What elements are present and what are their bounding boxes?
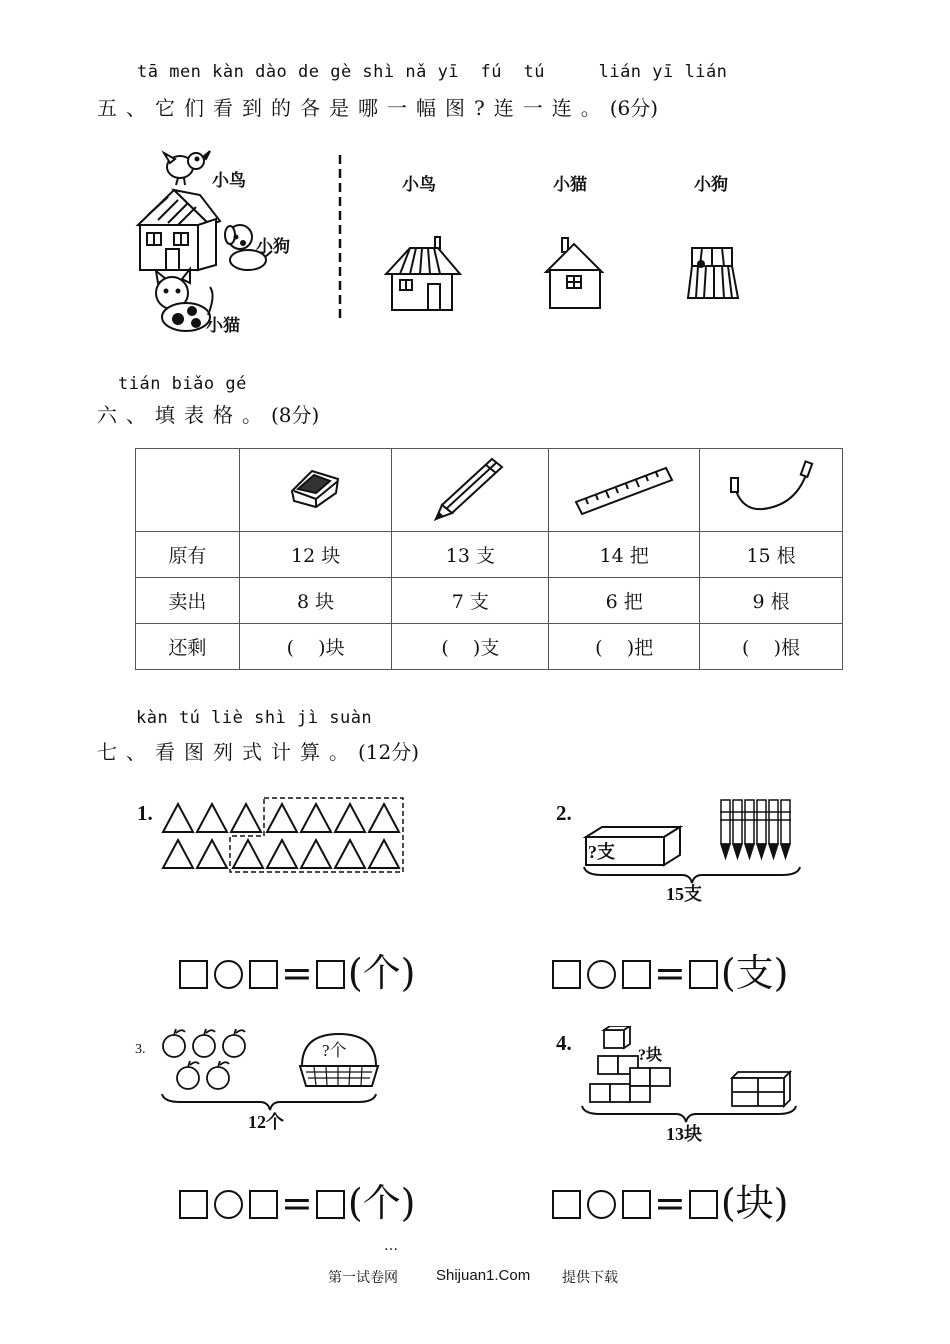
table-cell: 8 块 (239, 578, 392, 624)
section7-heading (97, 736, 419, 765)
operator-circle[interactable] (214, 960, 243, 989)
answer-box[interactable] (249, 1190, 278, 1219)
problem4-total: 13块 (666, 1124, 702, 1144)
jump-rope-icon (723, 458, 819, 518)
table-row-images (136, 449, 843, 532)
problem4-equation: = (块) (549, 1172, 789, 1227)
table-cell-pencil (392, 449, 549, 532)
section7-score: (12分) (358, 740, 420, 764)
ellipsis: … (384, 1238, 398, 1254)
section7-title: 七、看图列式计算。 (97, 740, 358, 764)
option-house-roof-view[interactable] (382, 232, 464, 314)
footer-center: Shijuan1.Com (436, 1267, 531, 1284)
table-cell: 13 支 (392, 532, 549, 578)
unit-label: (个) (347, 951, 416, 995)
section5-pinyin: tā men kàn dào de gè shì nǎ yī fú tú lián yī lián (137, 62, 728, 82)
section6-pinyin: tián biǎo gé (118, 374, 247, 394)
answer-box[interactable] (316, 960, 345, 989)
table-cell-ruler (549, 449, 700, 532)
table-cell: 6 把 (549, 578, 700, 624)
problem1-number: 1. (137, 801, 153, 825)
table-cell: 7 支 (392, 578, 549, 624)
section5-score: (6分) (609, 96, 659, 120)
section5-heading (97, 92, 658, 121)
unit-label: (支) (720, 951, 789, 995)
problem4-block-stack (588, 1026, 678, 1108)
answer-box[interactable] (179, 1190, 208, 1219)
section6-score: (8分) (271, 403, 320, 427)
table-corner-cell (136, 449, 240, 532)
problem1-triangles (160, 796, 410, 876)
problem3-basket-label: ?个 (322, 1041, 347, 1060)
problem4-number: 4. (556, 1031, 572, 1055)
option-label-cat: 小猫 (553, 175, 587, 195)
section6-title: 六、填表格。 (97, 403, 271, 427)
answer-box[interactable] (689, 960, 718, 989)
problem3-apples (158, 1026, 254, 1096)
divider-dashed (336, 155, 344, 320)
house-icon (138, 190, 220, 270)
table-row (136, 624, 843, 670)
unit-label: (块) (720, 1181, 789, 1225)
scene-label-bird: 小鸟 (212, 171, 246, 191)
pencil-icon (430, 453, 510, 523)
problem1-equation: = (个) (176, 942, 416, 997)
section7-pinyin: kàn tú liè shì jì suàn (136, 708, 373, 728)
cat-icon (156, 269, 213, 331)
cube-icon (732, 1072, 790, 1106)
section6-heading (97, 399, 319, 428)
option-house-side-roof-view[interactable] (684, 244, 744, 304)
scene-label-cat: 小猫 (206, 316, 240, 336)
section5-title: 五、它们看到的各是哪一幅图?连一连。 (97, 96, 610, 120)
table-cell-eraser (239, 449, 392, 532)
answer-box[interactable] (622, 960, 651, 989)
table-row (136, 578, 843, 624)
problem2-box-label: ?支 (588, 842, 615, 862)
row-label: 原有 (136, 532, 240, 578)
answer-cell[interactable]: ( )把 (549, 624, 700, 670)
problem2-equation: = (支) (549, 942, 789, 997)
table-cell: 15 根 (700, 532, 843, 578)
problem2-total: 15支 (666, 884, 702, 904)
answer-box[interactable] (552, 960, 581, 989)
answer-box[interactable] (249, 960, 278, 989)
problem4-blocks-label: ?块 (638, 1047, 663, 1064)
answer-box[interactable] (179, 960, 208, 989)
table-cell: 9 根 (700, 578, 843, 624)
footer-left: 第一试卷网 (328, 1270, 398, 1286)
answer-box[interactable] (689, 1190, 718, 1219)
option-label-dog: 小狗 (694, 175, 728, 195)
option-house-front-view[interactable] (542, 236, 608, 312)
answer-box[interactable] (316, 1190, 345, 1219)
apple-icon (163, 1029, 245, 1089)
scene-label-dog: 小狗 (256, 237, 290, 257)
operator-circle[interactable] (587, 1190, 616, 1219)
problem2-pencils (718, 798, 794, 864)
problem3-total: 12个 (248, 1112, 284, 1132)
unit-label: (个) (347, 1181, 416, 1225)
problem2-number: 2. (556, 801, 572, 825)
eraser-icon (286, 463, 346, 513)
answer-cell[interactable]: ( )支 (392, 624, 549, 670)
footer-right: 提供下载 (562, 1270, 618, 1286)
option-label-bird: 小鸟 (402, 175, 436, 195)
row-label: 还剩 (136, 624, 240, 670)
operator-circle[interactable] (587, 960, 616, 989)
bird-icon (164, 151, 210, 185)
answer-cell[interactable]: ( )根 (700, 624, 843, 670)
answer-box[interactable] (552, 1190, 581, 1219)
problem3-number: 3. (135, 1042, 146, 1057)
problem3-equation: = (个) (176, 1172, 416, 1227)
table-cell: 12 块 (239, 532, 392, 578)
table-row (136, 532, 843, 578)
table-cell-rope (700, 449, 843, 532)
operator-circle[interactable] (214, 1190, 243, 1219)
row-label: 卖出 (136, 578, 240, 624)
answer-box[interactable] (622, 1190, 651, 1219)
ruler-icon (572, 458, 676, 518)
answer-cell[interactable]: ( )块 (239, 624, 392, 670)
pencil-bundle-icon (720, 800, 791, 858)
fill-table (135, 448, 843, 670)
table-cell: 14 把 (549, 532, 700, 578)
